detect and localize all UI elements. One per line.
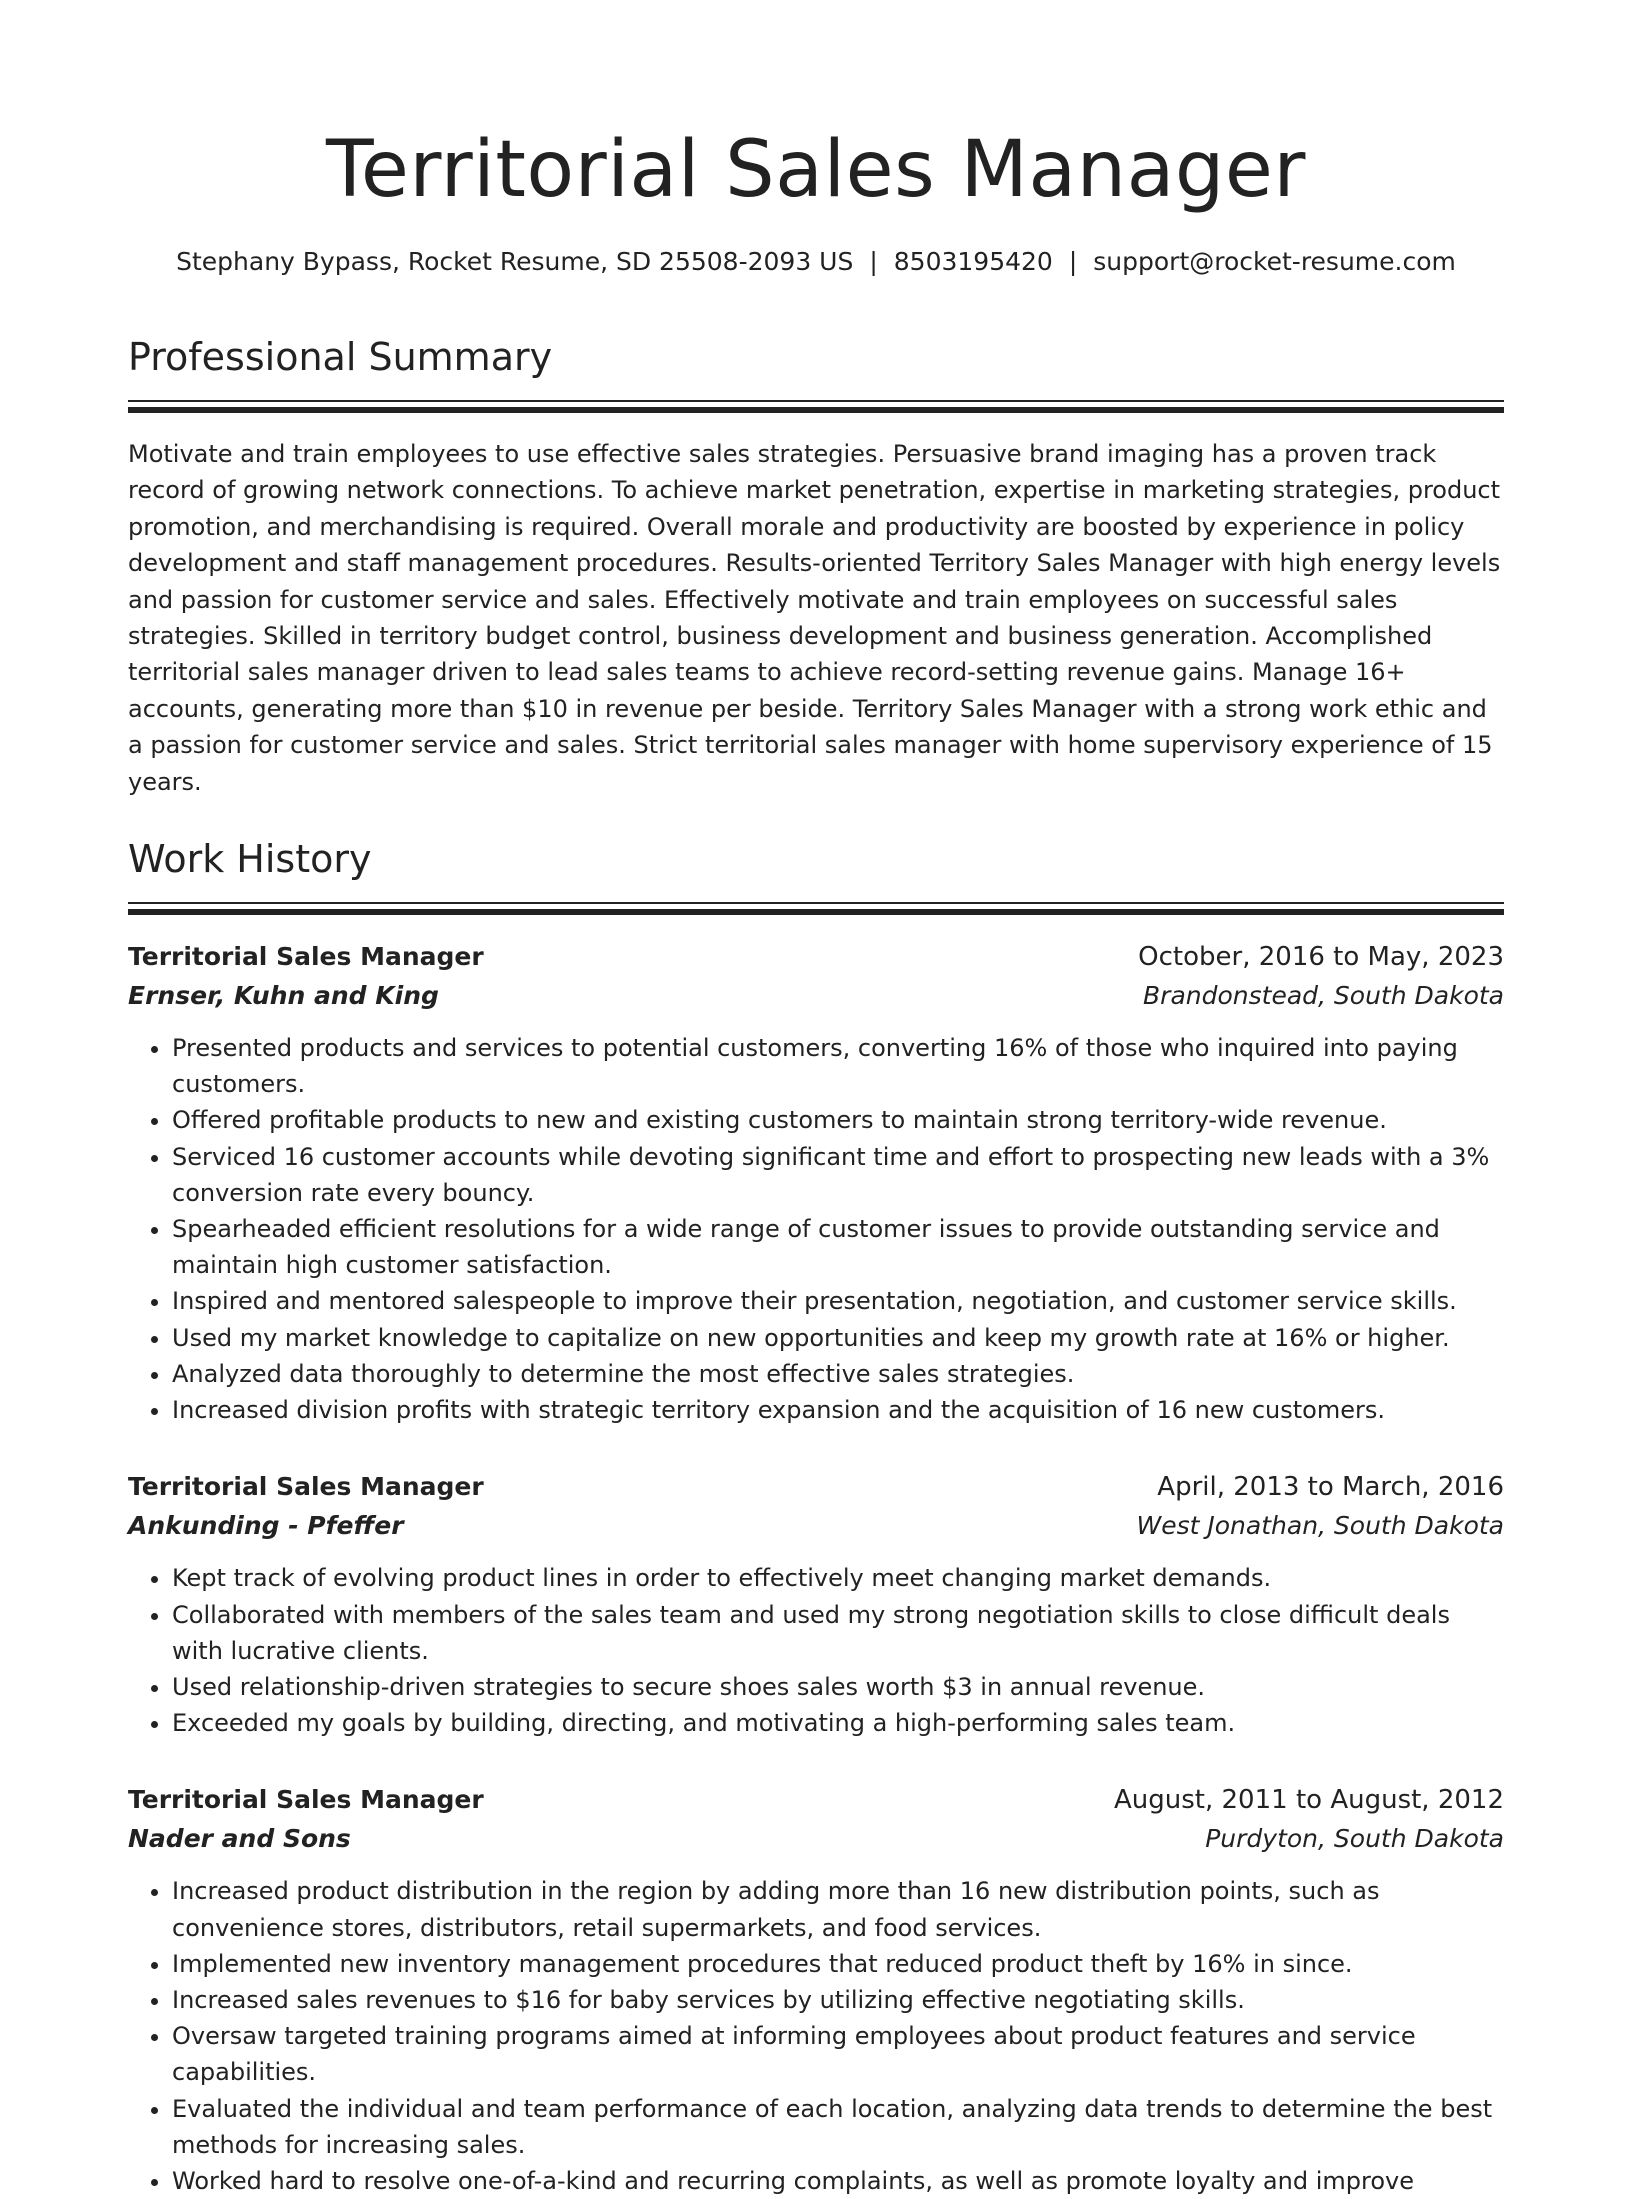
section-heading-work: Work History [128, 837, 372, 882]
job-company: Ernser, Kuhn and King [128, 981, 439, 1011]
job-company-row [128, 976, 1504, 1016]
job-dates: April, 2013 to March, 2016 [1157, 1472, 1504, 1503]
job-title: Territorial Sales Manager [128, 942, 484, 972]
job-location: Purdyton, South Dakota [1205, 1824, 1504, 1854]
job-bullet: • Presented products and services to potential customers, converting 16% of those who inquired into paying customers. [172, 1030, 1504, 1102]
job-bullet: • Collaborated with members of the sales team and used my strong negotiation skills to close difficult deals with lucrative clients. [172, 1597, 1504, 1669]
contact-line [128, 244, 1504, 280]
job-bullet: • Analyzed data thoroughly to determine the most effective sales strategies. [172, 1356, 1504, 1392]
section-divider [128, 902, 1504, 904]
job-location: Brandonstead, South Dakota [1143, 981, 1504, 1011]
job-company-row [128, 1506, 1504, 1546]
contact-phone: 8503195420 [893, 247, 1053, 276]
job-entry [128, 1781, 1504, 2199]
section-heading-summary: Professional Summary [128, 335, 553, 379]
job-bullet: • Used relationship-driven strategies to secure shoes sales worth $3 in annual revenue. [172, 1669, 1504, 1705]
professional-summary-section [128, 332, 1504, 800]
job-company-row [128, 1819, 1504, 1859]
job-bullet: • Serviced 16 customer accounts while devoting significant time and effort to prospecting new leads with a 3% conversion rate every bouncy. [172, 1139, 1504, 1211]
job-title: Territorial Sales Manager [128, 1472, 484, 1502]
section-divider [128, 400, 1504, 402]
contact-address: Stephany Bypass, Rocket Resume, SD 25508-2093 US [176, 247, 854, 276]
job-bullet: • Evaluated the individual and team performance of each location, analyzing data trends to determine the best methods for increasing sales. [172, 2091, 1504, 2163]
job-dates: August, 2011 to August, 2012 [1114, 1785, 1504, 1816]
job-bullet: • Exceeded my goals by building, directing, and motivating a high-performing sales team. [172, 1705, 1504, 1741]
job-bullet: • Oversaw targeted training programs aimed at informing employees about product features and service capabilities. [172, 2018, 1504, 2090]
job-bullets [128, 1560, 1504, 1741]
job-company: Ankunding - Pfeffer [128, 1511, 404, 1541]
job-dates: October, 2016 to May, 2023 [1138, 942, 1504, 973]
job-bullet: • Spearheaded efficient resolutions for a wide range of customer issues to provide outstanding service and maintain high customer satisfaction. [172, 1211, 1504, 1283]
job-title: Territorial Sales Manager [128, 1785, 484, 1815]
job-bullets [128, 1873, 1504, 2199]
job-bullet: • Increased product distribution in the region by adding more than 16 new distribution points, such as convenience stores, distributors, retail supermarkets, and food services. [172, 1873, 1504, 1945]
contact-separator: | [869, 247, 878, 276]
job-bullet: • Kept track of evolving product lines in order to effectively meet changing market demands. [172, 1560, 1504, 1596]
job-bullet: • Increased sales revenues to $16 for baby services by utilizing effective negotiating skills. [172, 1982, 1504, 2018]
job-entry [128, 1468, 1504, 1741]
job-header-row [128, 1781, 1504, 1819]
job-bullets [128, 1030, 1504, 1428]
resume-title: Territorial Sales Manager [326, 125, 1306, 215]
work-history-section [128, 834, 1504, 2199]
contact-email: support@rocket-resume.com [1093, 247, 1456, 276]
contact-separator: | [1068, 247, 1078, 276]
job-company: Nader and Sons [128, 1824, 351, 1854]
job-bullet: • Used my market knowledge to capitalize on new opportunities and keep my growth rate at 16% or higher. [172, 1320, 1504, 1356]
job-bullet: • Increased division profits with strategic territory expansion and the acquisition of 16 new customers. [172, 1392, 1504, 1428]
job-location: West Jonathan, South Dakota [1136, 1511, 1504, 1541]
job-bullet: • Implemented new inventory management procedures that reduced product theft by 16% in since. [172, 1946, 1504, 1982]
job-bullet: • Inspired and mentored salespeople to improve their presentation, negotiation, and customer service skills. [172, 1283, 1504, 1319]
job-header-row [128, 938, 1504, 976]
job-header-row [128, 1468, 1504, 1506]
job-bullet: • Worked hard to resolve one-of-a-kind and recurring complaints, as well as promote loyalty and improve [172, 2163, 1504, 2199]
summary-text: Motivate and train employees to use effective sales strategies. Persuasive brand imaging has a proven track record of growing network connections. To achieve market penetration, expertise in marketing strategies, product promotion, and merchandising is required. Overall morale and productivity are boosted by experience in policy development and staff management procedures. Results-oriented Territory Sales Manager with high energy levels and passion for customer service and sales. Effectively motivate and train employees on successful sales strategies. Skilled in territory budget control, business development and business generation. Accomplished territorial sales manager driven to lead sales teams to achieve record-setting revenue gains. Manage 16+ accounts, generating more than $10 in revenue per beside. Territory Sales Manager with a strong work ethic and a passion for customer service and sales. Strict territorial sales manager with home supervisory experience of 15 years. [128, 440, 1501, 796]
job-bullet: • Offered profitable products to new and existing customers to maintain strong territory-wide revenue. [172, 1102, 1504, 1138]
job-entry [128, 938, 1504, 1428]
